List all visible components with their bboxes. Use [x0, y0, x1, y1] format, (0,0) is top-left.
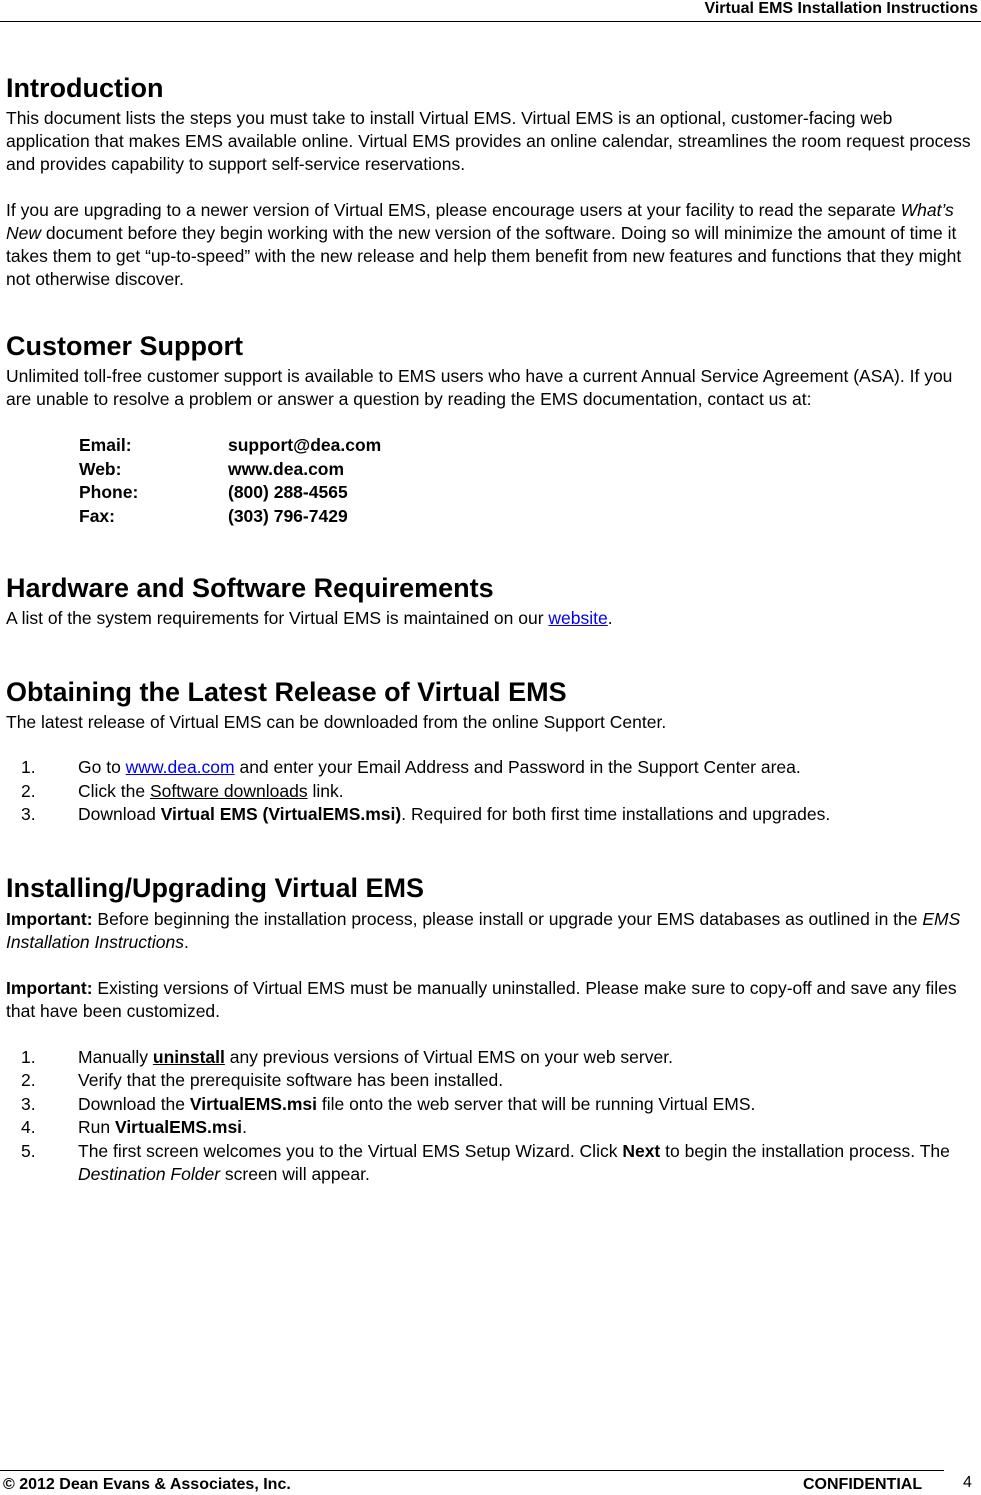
important-note-1: Important: Before beginning the installation process, please install or upgrade your EMS databases as outlined in the EMS Installation Instructions.: [6, 908, 961, 952]
intro-paragraph-2: If you are upgrading to a newer version of Virtual EMS, please encourage users at your facility to read the separate What’s New document before they begin working with the new version of the software. Doing so will minimize the amount of time it takes them to get “up-to-speed” with the new release and help them benefit from new features and functions that they might not otherwise discover.: [6, 200, 962, 289]
list-item: 4. Run VirtualEMS.msi.: [21, 1117, 247, 1137]
list-item: 2. Verify that the prerequisite software has been installed.: [21, 1070, 504, 1090]
requirements-paragraph: A list of the system requirements for Virtual EMS is maintained on our website.: [6, 608, 613, 628]
contact-email-row: Email: support@dea.com: [79, 434, 976, 458]
header-title: Virtual EMS Installation Instructions: [704, 0, 978, 17]
support-paragraph: Unlimited toll-free customer support is available to EMS users who have a current Annual Service Agreement (ASA). If you are unable to resolve a problem or answer a question by reading the EMS documentation, contact us at:: [6, 366, 953, 409]
list-item: 5. The first screen welcomes you to the Virtual EMS Setup Wizard. Click Next to begin the installation process. The Destination Folder screen will appear.: [21, 1140, 950, 1184]
list-item: 3. Download Virtual EMS (VirtualEMS.msi). Required for both first time installations and upgrades.: [21, 804, 831, 824]
contact-web-row: Web: www.dea.com: [79, 458, 976, 482]
uninstall-link[interactable]: uninstall: [152, 1046, 225, 1067]
list-item: 2. Click the Software downloads link.: [21, 780, 344, 801]
dea-link[interactable]: www.dea.com: [125, 757, 235, 777]
header-rule: [0, 21, 981, 22]
support-heading: Customer Support: [6, 331, 244, 361]
obtaining-steps: [6, 756, 976, 827]
document-body: [6, 70, 976, 1187]
installing-heading: Installing/Upgrading Virtual EMS: [6, 872, 425, 903]
website-link[interactable]: website: [548, 608, 608, 628]
contact-phone: (800) 288-4565: [228, 482, 348, 502]
list-item: 1. Go to www.dea.com and enter your Email Address and Password in the Support Center area.: [21, 757, 801, 777]
obtaining-paragraph: The latest release of Virtual EMS can be downloaded from the online Support Center.: [6, 712, 667, 732]
contact-fax-row: Fax: (303) 796-7429: [79, 505, 976, 529]
footer-copyright: © 2012 Dean Evans & Associates, Inc.: [3, 1476, 291, 1493]
footer-rule: [0, 1470, 944, 1471]
contact-email: support@dea.com: [228, 435, 382, 455]
contact-web: www.dea.com: [228, 458, 345, 479]
whats-new-title: What’s New: [6, 200, 954, 243]
footer-confidential: CONFIDENTIAL: [803, 1476, 923, 1493]
contact-block: [79, 434, 976, 528]
contact-phone-row: Phone: (800) 288-4565: [79, 481, 976, 505]
important-note-2: Important: Existing versions of Virtual EMS must be manually uninstalled. Please make sure to copy-off and save any files that have been customized.: [6, 977, 957, 1021]
list-item: 3. Download the VirtualEMS.msi file onto the web server that will be running Virtual EMS.: [21, 1093, 756, 1114]
page-number: 4: [963, 1474, 972, 1491]
intro-paragraph-1: This document lists the steps you must take to install Virtual EMS. Virtual EMS is an optional, customer-facing web application that makes EMS available online. Virtual EMS provides an online calendar, streamlines the room request process and provides capability to support self-service reservations.: [6, 108, 971, 174]
installing-steps: [6, 1046, 976, 1187]
list-item: 1. Manually uninstall any previous versions of Virtual EMS on your web server.: [21, 1046, 673, 1067]
software-downloads-link[interactable]: Software downloads: [149, 780, 308, 801]
obtaining-heading: Obtaining the Latest Release of Virtual EMS: [6, 677, 567, 707]
contact-fax: (303) 796-7429: [228, 505, 348, 526]
requirements-heading: Hardware and Software Requirements: [6, 573, 494, 603]
intro-heading: Introduction: [6, 73, 164, 103]
